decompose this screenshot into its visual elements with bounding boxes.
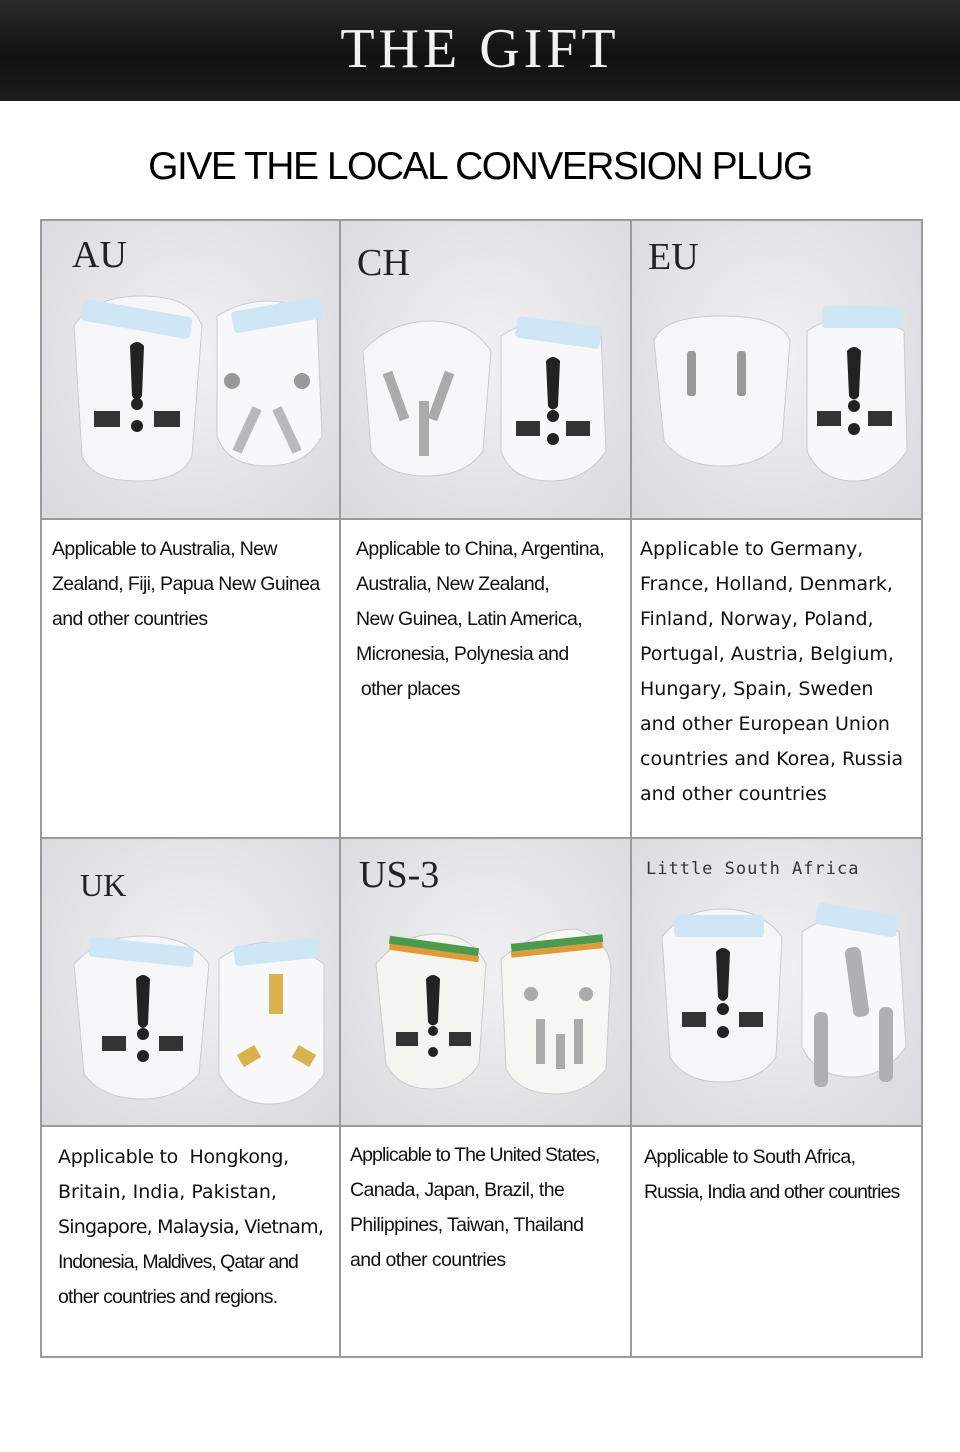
header-banner <box>0 0 960 101</box>
plug-code-us-3: US-3 <box>359 854 440 896</box>
ch-adapter-image <box>351 301 626 511</box>
south-africa-adapter-image <box>644 897 919 1112</box>
us-3-line-1: Applicable to The United States, <box>350 1144 600 1166</box>
south-africa-line-2: Russia, India and other countries <box>644 1181 900 1203</box>
ch-line-2: Australia, New Zealand, <box>356 573 550 595</box>
plug-code-eu: EU <box>648 236 699 278</box>
us-3-line-4: and other countries <box>350 1249 506 1271</box>
us-3-line-3: Philippines, Taiwan, Thailand <box>350 1214 584 1236</box>
ch-line-4: Micronesia, Polynesia and <box>356 643 569 665</box>
eu-line-4: Portugal, Austria, Belgium, <box>640 643 894 665</box>
uk-adapter-image <box>54 924 339 1114</box>
eu-line-6: and other European Union <box>640 713 890 735</box>
uk-line-2: Britain, India, Pakistan, <box>58 1181 277 1203</box>
plug-photo-ch <box>339 219 632 522</box>
ch-line-3: New Guinea, Latin America, <box>356 608 583 630</box>
uk-line-3: Singapore, Malaysia, Vietnam, <box>58 1216 324 1238</box>
us-3-line-2: Canada, Japan, Brazil, the <box>350 1179 565 1201</box>
south-africa-line-1: Applicable to South Africa, <box>644 1146 856 1168</box>
plug-photo-au <box>40 219 343 522</box>
plug-photo-eu <box>630 219 923 522</box>
us-3-adapter-image <box>361 914 621 1114</box>
eu-line-1: Applicable to Germany, <box>640 538 864 560</box>
uk-line-5: other countries and regions. <box>58 1286 278 1308</box>
eu-line-3: Finland, Norway, Poland, <box>640 608 874 630</box>
ch-line-5: other places <box>356 678 460 700</box>
au-line-2: Zealand, Fiji, Papua New Guinea <box>52 573 320 595</box>
ch-line-1: Applicable to China, Argentina, <box>356 538 605 560</box>
plug-photo-us-3 <box>339 837 632 1127</box>
eu-line-5: Hungary, Spain, Sweden <box>640 678 874 700</box>
au-line-3: and other countries <box>52 608 208 630</box>
plug-code-little-south-africa: Little South Africa <box>646 859 860 879</box>
eu-line-2: France, Holland, Denmark, <box>640 573 893 595</box>
eu-adapter-image <box>642 291 917 511</box>
plug-photo-uk <box>40 837 343 1127</box>
au-line-1: Applicable to Australia, New <box>52 538 277 560</box>
plug-code-au: AU <box>72 234 127 276</box>
uk-line-4: Indonesia, Maldives, Qatar and <box>58 1251 298 1273</box>
eu-line-7: countries and Korea, Russia <box>640 748 904 770</box>
uk-line-1: Applicable to Hongkong, <box>58 1146 289 1168</box>
plug-code-uk: UK <box>80 867 127 903</box>
plug-photo-little-south-africa <box>630 837 923 1127</box>
section-subtitle: GIVE THE LOCAL CONVERSION PLUG <box>148 145 812 188</box>
au-adapter-image <box>52 286 337 506</box>
eu-line-8: and other countries <box>640 783 827 805</box>
banner-title: THE GIFT <box>340 17 620 80</box>
plug-code-ch: CH <box>357 242 410 284</box>
